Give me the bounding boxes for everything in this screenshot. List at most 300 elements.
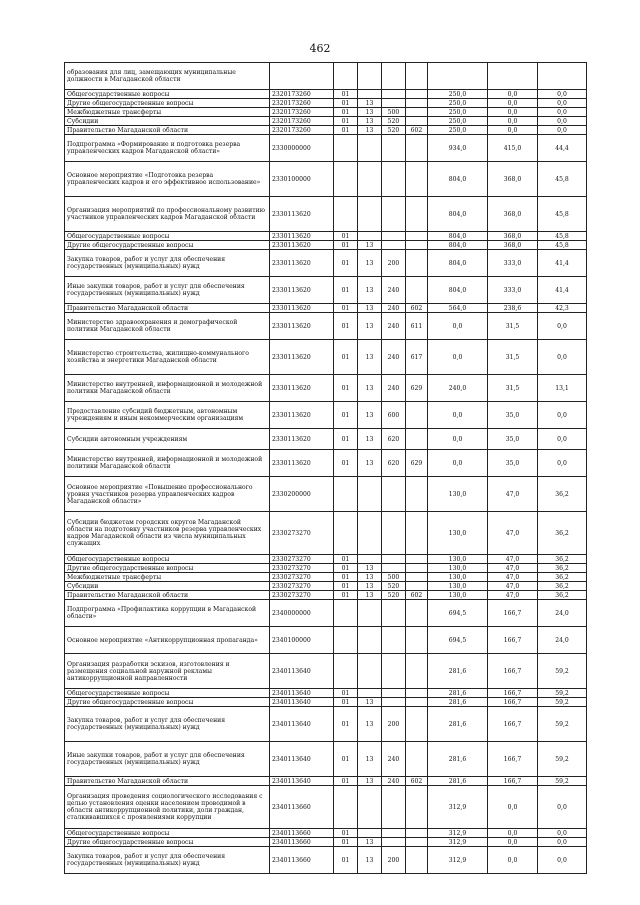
planned-amount-cell: 281,6 <box>428 742 488 777</box>
table-row <box>65 786 587 829</box>
executed-amount-cell: 0,0 <box>488 786 538 829</box>
section-cell: 01 <box>334 777 358 786</box>
row-name-cell: Общегосударственные вопросы <box>65 555 270 564</box>
section-cell: 01 <box>334 277 358 304</box>
department-cell <box>406 829 428 838</box>
row-name-cell: образования для лиц, замещающих муниципальные должности в Магаданской области <box>65 63 270 90</box>
expense-type-cell: 200 <box>382 707 406 742</box>
row-name-cell: Общегосударственные вопросы <box>65 90 270 99</box>
section-cell: 01 <box>334 573 358 582</box>
percent-cell: 36,2 <box>538 573 587 582</box>
department-cell <box>406 197 428 232</box>
planned-amount-cell: 0,0 <box>428 402 488 429</box>
expense-type-cell: 200 <box>382 847 406 874</box>
planned-amount-cell: 804,0 <box>428 277 488 304</box>
percent-cell: 36,2 <box>538 555 587 564</box>
planned-amount-cell: 250,0 <box>428 126 488 135</box>
table-row <box>65 477 587 512</box>
planned-amount-cell: 281,6 <box>428 689 488 698</box>
department-cell <box>406 162 428 197</box>
row-name-cell: Организация мероприятий по профессиональному развитию участников управленческих кадров Магаданской области <box>65 197 270 232</box>
row-name-cell: Подпрограмма «Формирование и подготовка резерва управленческих кадров Магаданской области» <box>65 135 270 162</box>
department-cell <box>406 512 428 555</box>
planned-amount-cell: 130,0 <box>428 564 488 573</box>
percent-cell <box>538 63 587 90</box>
department-cell <box>406 402 428 429</box>
table-row <box>65 375 587 402</box>
expense-type-cell: 520 <box>382 126 406 135</box>
planned-amount-cell: 0,0 <box>428 429 488 450</box>
table-row <box>65 340 587 375</box>
table-row <box>65 162 587 197</box>
table-row <box>65 654 587 689</box>
target-code-cell: 2330113620 <box>270 232 334 241</box>
table-row <box>65 241 587 250</box>
target-code-cell: 2340113660 <box>270 847 334 874</box>
expense-type-cell: 240 <box>382 777 406 786</box>
section-cell: 01 <box>334 340 358 375</box>
expense-type-cell: 520 <box>382 582 406 591</box>
row-name-cell: Закупка товаров, работ и услуг для обеспечения государственных (муниципальных) нужд <box>65 847 270 874</box>
row-name-cell: Закупка товаров, работ и услуг для обеспечения государственных (муниципальных) нужд <box>65 707 270 742</box>
row-name-cell: Межбюджетные трансферты <box>65 573 270 582</box>
expense-type-cell <box>382 654 406 689</box>
department-cell <box>406 689 428 698</box>
executed-amount-cell: 368,0 <box>488 232 538 241</box>
subsection-cell: 13 <box>358 402 382 429</box>
subsection-cell: 13 <box>358 340 382 375</box>
subsection-cell: 13 <box>358 277 382 304</box>
expense-type-cell <box>382 477 406 512</box>
table-row <box>65 126 587 135</box>
row-name-cell: Правительство Магаданской области <box>65 304 270 313</box>
percent-cell: 45,8 <box>538 162 587 197</box>
table-row <box>65 564 587 573</box>
executed-amount-cell: 166,7 <box>488 654 538 689</box>
expense-type-cell: 620 <box>382 450 406 477</box>
target-code-cell: 2330100000 <box>270 162 334 197</box>
subsection-cell <box>358 162 382 197</box>
planned-amount-cell: 130,0 <box>428 477 488 512</box>
section-cell: 01 <box>334 591 358 600</box>
percent-cell: 0,0 <box>538 90 587 99</box>
percent-cell: 0,0 <box>538 340 587 375</box>
percent-cell: 45,8 <box>538 232 587 241</box>
executed-amount-cell: 166,7 <box>488 698 538 707</box>
expense-type-cell <box>382 689 406 698</box>
executed-amount-cell: 166,7 <box>488 627 538 654</box>
row-name-cell: Другие общегосударственные вопросы <box>65 99 270 108</box>
subsection-cell: 13 <box>358 126 382 135</box>
planned-amount-cell: 312,9 <box>428 786 488 829</box>
percent-cell: 24,0 <box>538 627 587 654</box>
department-cell <box>406 135 428 162</box>
expense-type-cell: 620 <box>382 429 406 450</box>
table-row <box>65 402 587 429</box>
subsection-cell: 13 <box>358 99 382 108</box>
row-name-cell: Основное мероприятие «Подготовка резерва управленческих кадров и его эффективное использование» <box>65 162 270 197</box>
section-cell: 01 <box>334 847 358 874</box>
target-code-cell: 2340000000 <box>270 600 334 627</box>
executed-amount-cell: 166,7 <box>488 777 538 786</box>
expense-type-cell <box>382 829 406 838</box>
table-row <box>65 555 587 564</box>
subsection-cell <box>358 689 382 698</box>
row-name-cell: Другие общегосударственные вопросы <box>65 698 270 707</box>
executed-amount-cell: 31,5 <box>488 340 538 375</box>
executed-amount-cell: 166,7 <box>488 689 538 698</box>
department-cell <box>406 241 428 250</box>
percent-cell: 36,2 <box>538 512 587 555</box>
executed-amount-cell: 35,0 <box>488 450 538 477</box>
table-row <box>65 197 587 232</box>
section-cell <box>334 654 358 689</box>
planned-amount-cell: 312,9 <box>428 829 488 838</box>
planned-amount-cell: 130,0 <box>428 555 488 564</box>
percent-cell: 0,0 <box>538 117 587 126</box>
section-cell: 01 <box>334 742 358 777</box>
percent-cell: 0,0 <box>538 99 587 108</box>
executed-amount-cell: 368,0 <box>488 197 538 232</box>
planned-amount-cell: 130,0 <box>428 512 488 555</box>
expense-type-cell: 240 <box>382 742 406 777</box>
planned-amount-cell: 250,0 <box>428 90 488 99</box>
percent-cell: 36,2 <box>538 591 587 600</box>
section-cell: 01 <box>334 304 358 313</box>
planned-amount-cell: 312,9 <box>428 838 488 847</box>
department-cell <box>406 555 428 564</box>
table-row <box>65 689 587 698</box>
table-row <box>65 232 587 241</box>
target-code-cell: 2330273270 <box>270 564 334 573</box>
percent-cell: 59,2 <box>538 654 587 689</box>
department-cell <box>406 838 428 847</box>
planned-amount-cell: 804,0 <box>428 250 488 277</box>
table-row <box>65 573 587 582</box>
subsection-cell <box>358 232 382 241</box>
executed-amount-cell: 0,0 <box>488 99 538 108</box>
percent-cell: 59,2 <box>538 777 587 786</box>
row-name-cell: Межбюджетные трансферты <box>65 108 270 117</box>
subsection-cell <box>358 512 382 555</box>
target-code-cell: 2340113640 <box>270 777 334 786</box>
table-row <box>65 277 587 304</box>
table-row <box>65 627 587 654</box>
department-cell <box>406 654 428 689</box>
planned-amount-cell: 804,0 <box>428 162 488 197</box>
target-code-cell: 2330000000 <box>270 135 334 162</box>
planned-amount-cell: 804,0 <box>428 197 488 232</box>
percent-cell: 36,2 <box>538 564 587 573</box>
section-cell <box>334 197 358 232</box>
row-name-cell: Основное мероприятие «Повышение профессионального уровня участников резерва управленческих кадров Магаданской области» <box>65 477 270 512</box>
percent-cell: 36,2 <box>538 582 587 591</box>
planned-amount-cell: 130,0 <box>428 582 488 591</box>
department-cell: 602 <box>406 777 428 786</box>
executed-amount-cell: 333,0 <box>488 250 538 277</box>
page-number: 462 <box>309 42 331 55</box>
expense-type-cell: 240 <box>382 277 406 304</box>
department-cell: 602 <box>406 304 428 313</box>
row-name-cell: Закупка товаров, работ и услуг для обеспечения государственных (муниципальных) нужд <box>65 250 270 277</box>
table-row <box>65 429 587 450</box>
percent-cell: 59,2 <box>538 698 587 707</box>
table-row <box>65 512 587 555</box>
row-name-cell: Подпрограмма «Профилактика коррупции в Магаданской области» <box>65 600 270 627</box>
planned-amount-cell: 694,5 <box>428 627 488 654</box>
table-row <box>65 135 587 162</box>
percent-cell: 0,0 <box>538 429 587 450</box>
percent-cell: 41,4 <box>538 277 587 304</box>
subsection-cell: 13 <box>358 582 382 591</box>
section-cell: 01 <box>334 313 358 340</box>
expense-type-cell <box>382 512 406 555</box>
section-cell <box>334 600 358 627</box>
executed-amount-cell: 0,0 <box>488 126 538 135</box>
target-code-cell: 2330200000 <box>270 477 334 512</box>
department-cell <box>406 564 428 573</box>
target-code-cell: 2340113660 <box>270 786 334 829</box>
section-cell: 01 <box>334 838 358 847</box>
row-name-cell: Иные закупки товаров, работ и услуг для обеспечения государственных (муниципальных) нужд <box>65 742 270 777</box>
target-code-cell: 2340100000 <box>270 627 334 654</box>
section-cell: 01 <box>334 117 358 126</box>
row-name-cell: Общегосударственные вопросы <box>65 829 270 838</box>
department-cell: 602 <box>406 126 428 135</box>
target-code-cell: 2340113640 <box>270 742 334 777</box>
target-code-cell <box>270 63 334 90</box>
expense-type-cell: 520 <box>382 117 406 126</box>
percent-cell: 24,0 <box>538 600 587 627</box>
planned-amount-cell: 564,0 <box>428 304 488 313</box>
table-row <box>65 777 587 786</box>
target-code-cell: 2340113640 <box>270 654 334 689</box>
percent-cell: 0,0 <box>538 450 587 477</box>
percent-cell: 0,0 <box>538 838 587 847</box>
section-cell: 01 <box>334 90 358 99</box>
executed-amount-cell: 166,7 <box>488 600 538 627</box>
target-code-cell: 2330273270 <box>270 512 334 555</box>
section-cell: 01 <box>334 429 358 450</box>
department-cell <box>406 117 428 126</box>
subsection-cell <box>358 829 382 838</box>
table-row <box>65 250 587 277</box>
subsection-cell: 13 <box>358 698 382 707</box>
table-row <box>65 90 587 99</box>
department-cell <box>406 582 428 591</box>
department-cell <box>406 63 428 90</box>
row-name-cell: Министерство внутренней, информационной и молодежной политики Магаданской области <box>65 450 270 477</box>
executed-amount-cell: 31,5 <box>488 375 538 402</box>
executed-amount-cell: 31,5 <box>488 313 538 340</box>
section-cell: 01 <box>334 555 358 564</box>
planned-amount-cell: 281,6 <box>428 698 488 707</box>
table-row <box>65 847 587 874</box>
planned-amount-cell: 250,0 <box>428 108 488 117</box>
expense-type-cell <box>382 232 406 241</box>
expense-type-cell <box>382 786 406 829</box>
expense-type-cell: 200 <box>382 250 406 277</box>
row-name-cell: Иные закупки товаров, работ и услуг для обеспечения государственных (муниципальных) нужд <box>65 277 270 304</box>
table-row <box>65 99 587 108</box>
executed-amount-cell: 333,0 <box>488 277 538 304</box>
subsection-cell <box>358 627 382 654</box>
section-cell: 01 <box>334 564 358 573</box>
row-name-cell: Организация проведения социологического исследования с целью установления оценки населением проводимой в области антикоррупционной политики, доли граждан, сталкивавшихся с проявлениями коррупции <box>65 786 270 829</box>
target-code-cell: 2330273270 <box>270 573 334 582</box>
expense-type-cell <box>382 135 406 162</box>
section-cell: 01 <box>334 829 358 838</box>
department-cell <box>406 698 428 707</box>
executed-amount-cell: 0,0 <box>488 838 538 847</box>
department-cell: 629 <box>406 450 428 477</box>
department-cell <box>406 108 428 117</box>
department-cell <box>406 99 428 108</box>
subsection-cell: 13 <box>358 838 382 847</box>
department-cell: 629 <box>406 375 428 402</box>
executed-amount-cell: 0,0 <box>488 847 538 874</box>
executed-amount-cell: 47,0 <box>488 573 538 582</box>
target-code-cell: 2340113640 <box>270 707 334 742</box>
department-cell <box>406 600 428 627</box>
executed-amount-cell: 368,0 <box>488 241 538 250</box>
section-cell: 01 <box>334 126 358 135</box>
expense-type-cell <box>382 197 406 232</box>
department-cell <box>406 429 428 450</box>
executed-amount-cell: 47,0 <box>488 512 538 555</box>
planned-amount-cell: 694,5 <box>428 600 488 627</box>
expense-type-cell: 240 <box>382 304 406 313</box>
department-cell <box>406 232 428 241</box>
table-row <box>65 838 587 847</box>
department-cell: 617 <box>406 340 428 375</box>
planned-amount-cell: 312,9 <box>428 847 488 874</box>
target-code-cell: 2320173260 <box>270 90 334 99</box>
executed-amount-cell: 368,0 <box>488 162 538 197</box>
executed-amount-cell: 0,0 <box>488 117 538 126</box>
target-code-cell: 2330273270 <box>270 582 334 591</box>
executed-amount-cell: 0,0 <box>488 829 538 838</box>
subsection-cell: 13 <box>358 847 382 874</box>
executed-amount-cell: 166,7 <box>488 707 538 742</box>
expense-type-cell <box>382 627 406 654</box>
table-row <box>65 600 587 627</box>
row-name-cell: Субсидии <box>65 582 270 591</box>
planned-amount-cell: 804,0 <box>428 232 488 241</box>
target-code-cell: 2330113620 <box>270 450 334 477</box>
planned-amount-cell: 934,0 <box>428 135 488 162</box>
percent-cell: 0,0 <box>538 786 587 829</box>
subsection-cell: 13 <box>358 304 382 313</box>
percent-cell: 13,1 <box>538 375 587 402</box>
percent-cell: 42,3 <box>538 304 587 313</box>
target-code-cell: 2340113660 <box>270 829 334 838</box>
percent-cell: 59,2 <box>538 707 587 742</box>
target-code-cell: 2330273270 <box>270 555 334 564</box>
percent-cell: 0,0 <box>538 313 587 340</box>
row-name-cell: Другие общегосударственные вопросы <box>65 241 270 250</box>
planned-amount-cell: 0,0 <box>428 450 488 477</box>
percent-cell: 0,0 <box>538 402 587 429</box>
section-cell <box>334 63 358 90</box>
target-code-cell: 2320173260 <box>270 117 334 126</box>
executed-amount-cell: 47,0 <box>488 582 538 591</box>
table-row <box>65 117 587 126</box>
section-cell <box>334 162 358 197</box>
section-cell: 01 <box>334 99 358 108</box>
expense-type-cell <box>382 162 406 197</box>
table-row <box>65 313 587 340</box>
executed-amount-cell <box>488 63 538 90</box>
table-row <box>65 742 587 777</box>
expense-type-cell: 520 <box>382 591 406 600</box>
target-code-cell: 2340113660 <box>270 838 334 847</box>
expense-type-cell <box>382 99 406 108</box>
row-name-cell: Другие общегосударственные вопросы <box>65 564 270 573</box>
row-name-cell: Субсидии автономным учреждениям <box>65 429 270 450</box>
section-cell <box>334 627 358 654</box>
section-cell <box>334 477 358 512</box>
table-row <box>65 108 587 117</box>
expense-type-cell: 240 <box>382 313 406 340</box>
expense-type-cell: 600 <box>382 402 406 429</box>
department-cell <box>406 250 428 277</box>
target-code-cell: 2320173260 <box>270 99 334 108</box>
subsection-cell: 13 <box>358 777 382 786</box>
subsection-cell: 13 <box>358 250 382 277</box>
section-cell: 01 <box>334 250 358 277</box>
subsection-cell <box>358 600 382 627</box>
table-row <box>65 707 587 742</box>
table-row <box>65 450 587 477</box>
expense-type-cell <box>382 555 406 564</box>
planned-amount-cell: 281,6 <box>428 654 488 689</box>
subsection-cell <box>358 477 382 512</box>
target-code-cell: 2330113620 <box>270 313 334 340</box>
section-cell <box>334 786 358 829</box>
subsection-cell: 13 <box>358 564 382 573</box>
table-row <box>65 698 587 707</box>
planned-amount-cell: 250,0 <box>428 117 488 126</box>
planned-amount-cell: 130,0 <box>428 591 488 600</box>
budget-table <box>64 62 587 874</box>
department-cell <box>406 477 428 512</box>
planned-amount-cell <box>428 63 488 90</box>
subsection-cell: 13 <box>358 241 382 250</box>
percent-cell: 0,0 <box>538 126 587 135</box>
subsection-cell: 13 <box>358 591 382 600</box>
target-code-cell: 2320173260 <box>270 126 334 135</box>
subsection-cell: 13 <box>358 117 382 126</box>
target-code-cell: 2330113620 <box>270 340 334 375</box>
percent-cell: 44,4 <box>538 135 587 162</box>
executed-amount-cell: 47,0 <box>488 477 538 512</box>
row-name-cell: Общегосударственные вопросы <box>65 689 270 698</box>
percent-cell: 59,2 <box>538 689 587 698</box>
target-code-cell: 2330113620 <box>270 250 334 277</box>
department-cell <box>406 277 428 304</box>
planned-amount-cell: 804,0 <box>428 241 488 250</box>
subsection-cell <box>358 786 382 829</box>
department-cell <box>406 847 428 874</box>
expense-type-cell <box>382 564 406 573</box>
expense-type-cell: 500 <box>382 108 406 117</box>
section-cell: 01 <box>334 689 358 698</box>
expense-type-cell <box>382 241 406 250</box>
section-cell: 01 <box>334 698 358 707</box>
planned-amount-cell: 240,0 <box>428 375 488 402</box>
planned-amount-cell: 281,6 <box>428 777 488 786</box>
